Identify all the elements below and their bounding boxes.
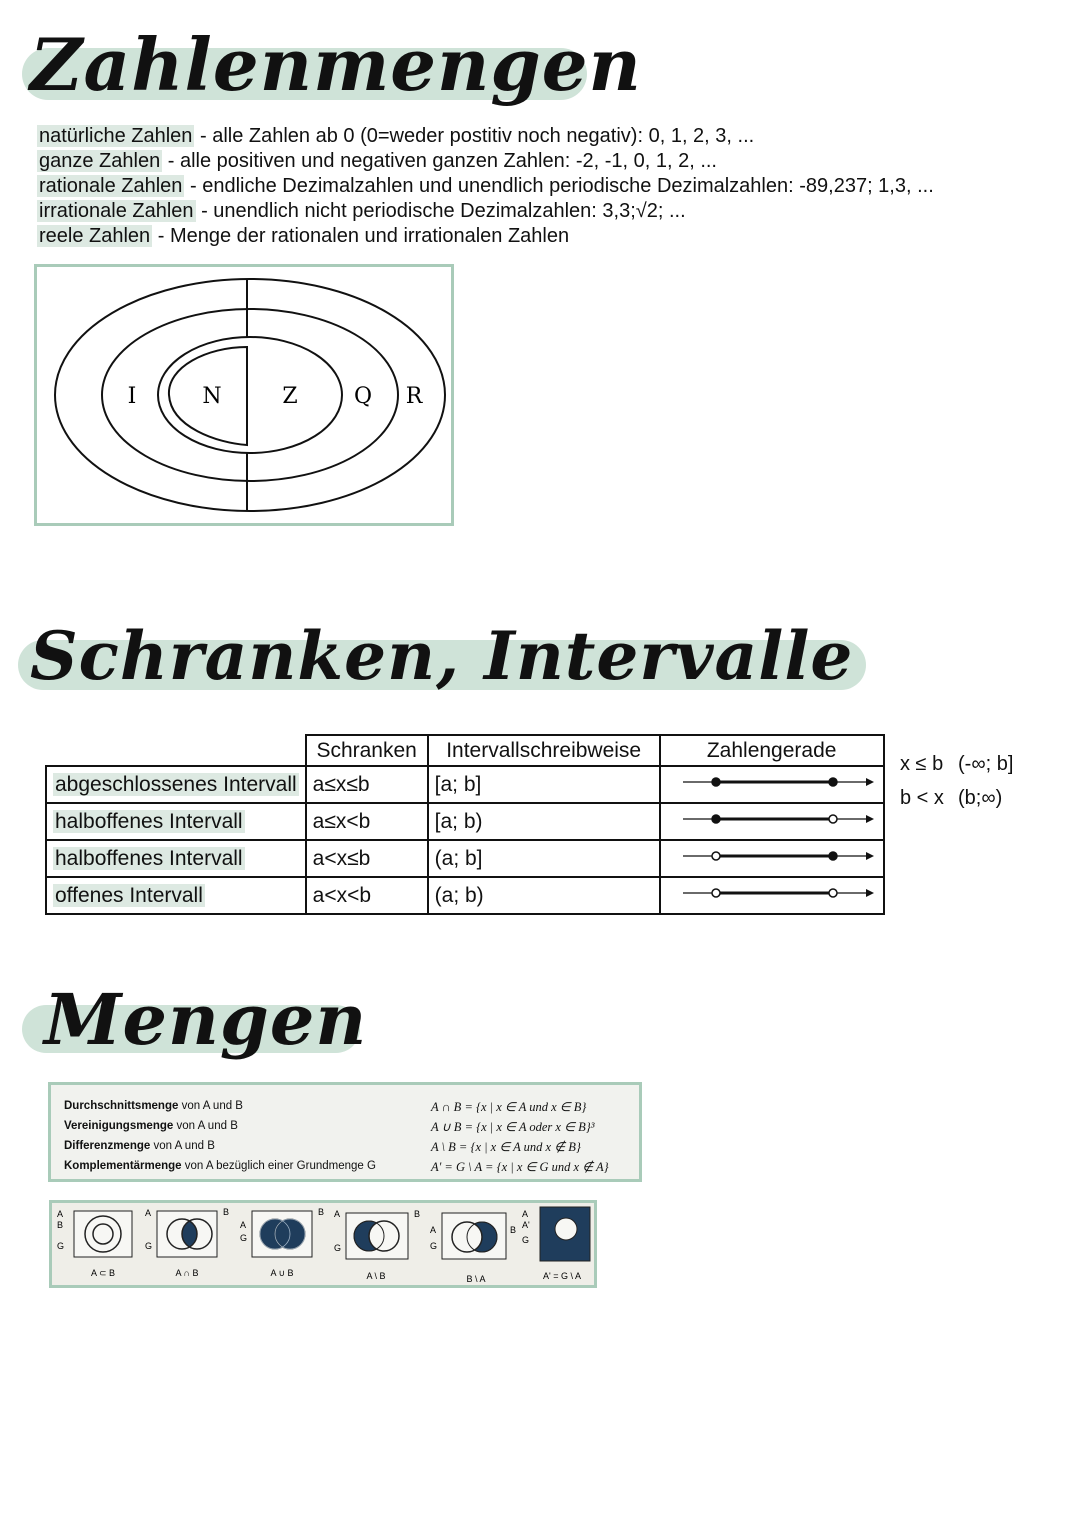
table-header-row <box>46 735 884 766</box>
formula-expression: A \ B = {x | x ∈ A und x ∉ B} <box>431 1140 581 1154</box>
number-line-cell <box>660 766 884 803</box>
definition-natural <box>37 124 1037 149</box>
row-label <box>46 766 306 803</box>
table-row <box>46 803 884 840</box>
label-a: A <box>430 1225 437 1235</box>
number-sets-venn-diagram <box>37 267 451 523</box>
irrational-label: I <box>127 384 137 409</box>
row-bound: a<x≤b <box>306 840 428 877</box>
diagram-union <box>240 1207 324 1278</box>
label-b: B <box>318 1207 325 1217</box>
diagram-caption: A ∪ B <box>270 1268 294 1278</box>
formula-label <box>64 1160 376 1172</box>
note-relation: b < x <box>900 787 944 809</box>
table-corner <box>46 735 306 766</box>
integer-label: Z <box>282 384 298 409</box>
universe-box <box>74 1211 132 1257</box>
row-notation: (a; b] <box>428 840 660 877</box>
formula-desc: von A und B <box>173 1120 238 1132</box>
number-sets-venn-frame <box>34 264 454 526</box>
set-operations-formulas <box>48 1082 642 1182</box>
label-b: B <box>57 1220 64 1230</box>
natural-label: N <box>202 384 222 409</box>
label-g: G <box>240 1233 248 1243</box>
open-endpoint-b <box>829 889 837 897</box>
set-a-circle <box>555 1218 577 1240</box>
label-a: A <box>57 1209 64 1219</box>
diagram-intersection <box>145 1207 229 1278</box>
rational-label: Q <box>353 384 373 409</box>
row-label-text: offenes Intervall <box>55 883 203 907</box>
number-line-cell <box>660 877 884 914</box>
term: natürliche Zahlen <box>39 125 193 147</box>
interval-table <box>45 734 885 915</box>
header-notation: Intervallschreibweise <box>428 735 660 766</box>
diagram-caption: A' = G \ A <box>543 1271 581 1281</box>
label-g: G <box>430 1241 438 1251</box>
number-line <box>661 804 881 833</box>
header-bounds: Schranken <box>306 735 428 766</box>
closed-endpoint-a <box>712 815 720 823</box>
label-g: G <box>522 1235 530 1245</box>
closed-endpoint-b <box>829 778 837 786</box>
row-notation: [a; b) <box>428 803 660 840</box>
table-row <box>46 766 884 803</box>
definition-text: - unendlich nicht periodische Dezimalzahlen: 3,3;√2; ... <box>195 200 686 222</box>
formula-desc: von A bezüglich einer Grundmenge G <box>181 1160 376 1172</box>
number-line <box>661 767 881 796</box>
term: reele Zahlen <box>39 225 151 247</box>
number-set-definitions <box>37 124 1037 249</box>
axis-arrow <box>866 852 874 860</box>
definition-irrational <box>37 199 1037 224</box>
label-a-complement: A' <box>522 1220 530 1230</box>
section-title-number-sets: Zahlenmengen <box>30 22 642 107</box>
closed-endpoint-b <box>829 852 837 860</box>
diagram-caption: A ∩ B <box>175 1268 199 1278</box>
note-interval: (b;∞) <box>958 787 1003 809</box>
number-line <box>661 878 881 907</box>
row-bound: a<x<b <box>306 877 428 914</box>
definition-text: - alle Zahlen ab 0 (0=weder postitiv noch negativ): 0, 1, 2, 3, ... <box>194 125 755 147</box>
table-row <box>46 840 884 877</box>
set-operation-diagrams <box>49 1200 597 1288</box>
formula-desc: von A und B <box>178 1100 243 1112</box>
formula-name: Differenzmenge <box>64 1140 151 1152</box>
open-endpoint-a <box>712 889 720 897</box>
label-b: B <box>414 1209 421 1219</box>
definition-integer <box>37 149 1037 174</box>
definition-text: - endliche Dezimalzahlen und unendlich periodische Dezimalzahlen: -89,237; 1,3, ... <box>184 175 934 197</box>
row-label-text: halboffenes Intervall <box>55 809 243 833</box>
axis-arrow <box>866 815 874 823</box>
label-a: A <box>334 1209 341 1219</box>
label-a: A <box>240 1220 247 1230</box>
row-label <box>46 803 306 840</box>
open-endpoint-a <box>712 852 720 860</box>
formula-desc: von A und B <box>150 1140 215 1152</box>
closed-endpoint-a <box>712 778 720 786</box>
definition-text: - alle positiven und negativen ganzen Zahlen: -2, -1, 0, 1, 2, ... <box>162 150 717 172</box>
real-ellipse <box>55 279 445 511</box>
real-label: R <box>405 384 423 409</box>
diagram-caption: B \ A <box>466 1274 486 1284</box>
row-label-text: halboffenes Intervall <box>55 846 243 870</box>
number-line <box>661 841 881 870</box>
set-diagrams-svg <box>52 1203 594 1285</box>
formula-expression: A ∪ B = {x | x ∈ A oder x ∈ B}³ <box>431 1120 595 1134</box>
term: rationale Zahlen <box>39 175 183 197</box>
definition-text: - Menge der rationalen und irrationalen Zahlen <box>152 225 570 247</box>
term: irrationale Zahlen <box>39 200 194 222</box>
section-title-sets: Mengen <box>44 978 368 1061</box>
label-g: G <box>145 1241 153 1251</box>
open-endpoint-b <box>829 815 837 823</box>
row-label <box>46 840 306 877</box>
row-notation: [a; b] <box>428 766 660 803</box>
note-row <box>900 747 1013 781</box>
diagram-difference-a-b <box>334 1209 420 1281</box>
unbounded-interval-notes <box>900 747 1013 815</box>
section-title-intervals: Schranken, Intervalle <box>30 617 854 695</box>
label-b: B <box>510 1225 517 1235</box>
table-row <box>46 877 884 914</box>
integer-ellipse <box>158 337 342 453</box>
formula-expression: A ∩ B = {x | x ∈ A und x ∈ B} <box>431 1100 587 1114</box>
header-number-line: Zahlengerade <box>660 735 884 766</box>
formula-label <box>64 1100 243 1112</box>
label-g: G <box>334 1243 342 1253</box>
formula-label <box>64 1140 215 1152</box>
label-g: G <box>57 1241 65 1251</box>
label-b: B <box>223 1207 230 1217</box>
diagram-caption: A ⊂ B <box>90 1268 116 1278</box>
row-bound: a≤x≤b <box>306 766 428 803</box>
note-interval: (-∞; b] <box>958 753 1014 775</box>
number-line-cell <box>660 803 884 840</box>
definition-real <box>37 224 1037 249</box>
note-row <box>900 781 1013 815</box>
formula-name: Vereinigungsmenge <box>64 1120 174 1132</box>
formula-label <box>64 1120 238 1132</box>
row-label-text: abgeschlossenes Intervall <box>55 772 297 796</box>
definition-rational <box>37 174 1037 199</box>
label-a: A <box>522 1209 529 1219</box>
diagram-difference-b-a <box>430 1213 516 1284</box>
formula-name: Komplementärmenge <box>64 1160 182 1172</box>
row-bound: a≤x<b <box>306 803 428 840</box>
formula-name: Durchschnittsmenge <box>64 1100 179 1112</box>
diagram-complement <box>522 1207 590 1281</box>
label-a: A <box>145 1208 152 1218</box>
axis-arrow <box>866 778 874 786</box>
row-label <box>46 877 306 914</box>
diagram-subset <box>57 1209 132 1278</box>
axis-arrow <box>866 889 874 897</box>
formula-expression: A' = G \ A = {x | x ∈ G und x ∉ A} <box>431 1160 609 1174</box>
number-line-cell <box>660 840 884 877</box>
note-relation: x ≤ b <box>900 753 944 775</box>
row-notation: (a; b) <box>428 877 660 914</box>
diagram-caption: A \ B <box>366 1271 386 1281</box>
term: ganze Zahlen <box>39 150 161 172</box>
